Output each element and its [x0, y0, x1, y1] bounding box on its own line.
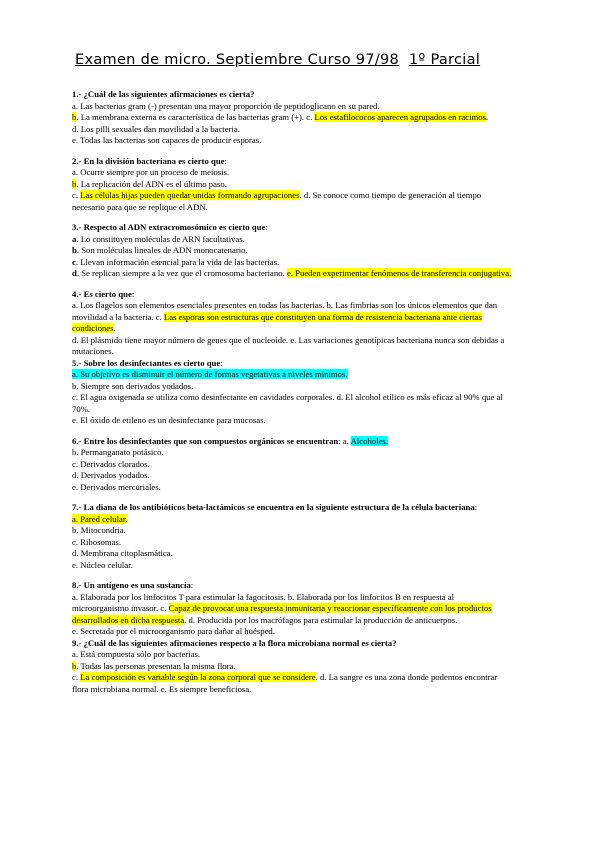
q4-c-end: . [113, 323, 116, 333]
question-6 [72, 436, 512, 494]
q3-a-prefix: a [72, 233, 77, 244]
title-main: Examen de micro. Septiembre Curso 97/98 [75, 52, 400, 68]
question-6-heading: 6.- Entre los desinfectantes que son compuestos orgánicos se encuentran [72, 435, 339, 446]
q5-option-b: b. Siempre son derivados yodados. [72, 380, 194, 391]
question-9 [72, 638, 512, 696]
question-4-heading-line [72, 289, 512, 301]
q4-options-text: a. Los flagelos son elementos esenciales presentes en todas las bacterias. b. Las fimbrias son los únicos elementos que dan movilidad a la bacteria. c. [72, 300, 498, 322]
q1-correct-answer: Los estafilococos aparecen agrupados en racimos [314, 112, 486, 122]
q9-option-b [72, 661, 512, 673]
q5-correct-answer: a. Su objetivo es disminuir el número de formas vegetativas a niveles mínimos. [72, 369, 348, 379]
question-4-heading: 4.- Es cierto que [72, 288, 132, 299]
question-7 [72, 502, 512, 571]
question-3-heading-line [72, 222, 512, 234]
q3-d-text: . Se replican siempre a la vez que el cromosoma bacteriano. [76, 268, 285, 278]
q7-option-a [72, 514, 512, 526]
q6-option-e: e. Derivados mercuriales. [72, 481, 161, 492]
q9-option-c-e [72, 672, 512, 695]
q3-colon: : [265, 222, 268, 232]
q3-c-text: . Llevan información esencial para la vida de las bacterias. [75, 256, 280, 267]
q3-option-c [72, 257, 512, 269]
question-6-heading-line [72, 436, 512, 448]
q9-c-prefix: c. [72, 672, 79, 682]
question-2 [72, 156, 512, 214]
q6-option-d: d. Derivados yodados. [72, 470, 150, 480]
q3-d-prefix: d [72, 268, 77, 278]
question-2-heading: 2.- En la división bacteriana es cierto que [72, 155, 225, 166]
q1-option-e: e. Todas las bacterias son capaces de producir esporas. [72, 135, 262, 145]
q1-option-d: d. Los pilli sexuales dan movilidad a la bacteria. [72, 123, 240, 134]
q7-option-b: b. Mitocondria. [72, 525, 126, 535]
q8-option-d-text: . d. Producida por los macrófagos para estimular la producción de anticuerpos. [184, 614, 458, 625]
q3-option-d-e [72, 268, 512, 280]
q5-option-c-d: c. El agua oxigenada se utiliza como desinfectante en cavidades corporales. d. El alcohol etílico es más eficaz al 90% que al 70%. [72, 392, 503, 414]
question-8 [72, 580, 512, 638]
q6-option-b: b. Permanganato potásico. [72, 447, 164, 457]
q7-option-e: e. Núcleo celular. [72, 559, 133, 570]
q3-b-prefix: b [72, 245, 77, 255]
q7-correct-answer: a. Pared celular. [72, 513, 128, 524]
question-3-heading: 3.- Respecto al ADN extracromosómico es cierto que [72, 222, 266, 232]
q3-correct-answer: e. Pueden experimentar fenómenos de transferencia conjugativa. [286, 268, 512, 278]
title-parcial: 1º Parcial [408, 52, 481, 68]
question-5-heading-line [72, 358, 512, 370]
q9-b-text: . Todas las personas presentan la misma flora. [76, 660, 236, 671]
q3-b-text: . Son moléculas lineales de ADN monocatenario. [76, 245, 248, 255]
question-5 [72, 358, 512, 427]
q9-option-a: a. Está compuesta sólo por bacterias. [72, 649, 201, 659]
page-title [75, 52, 545, 68]
q1-option-c-end: . [486, 112, 489, 122]
q7-colon: : [474, 502, 478, 512]
question-3 [72, 222, 512, 280]
q2-option-d-text: . d. Se conoce como tiempo de generación al tiempo necesario para que se replique el ADN. [72, 190, 482, 212]
q2-correct-answer: Las células hijas pueden quedar unidas formando agrupaciones [80, 190, 300, 200]
q2-option-a: a. Ocurre siempre por un proceso de meiosis. [72, 167, 230, 177]
question-9-heading: 9.- ¿Cuál de las siguientes afirmaciones respecto a la flora microbiana normal es cierta? [72, 637, 397, 648]
q8-options-text: a. Elaborada por los linfocitos T para estimular la fagocitosis. b. Elaborada por los linfocitos B en respuesta al microorganismo invasor. c. [72, 591, 455, 613]
q2-option-c-d [72, 190, 512, 213]
question-8-heading-line [72, 580, 512, 592]
question-4 [72, 289, 512, 358]
q2-option-b [72, 179, 512, 191]
q8-option-e: e. Secretada por el microorganismo para dañar al huésped. [72, 626, 275, 636]
q1-b-highlight: b [72, 112, 77, 122]
q7-option-d: d. Membrana citoplasmática. [72, 548, 173, 558]
q5-colon: : [220, 357, 223, 368]
q3-a-text: . Lo constituyen moléculas de ARN facultativas. [76, 233, 245, 244]
q6-after: : a. [338, 435, 349, 446]
question-7-heading-line [72, 502, 512, 514]
q5-option-a [72, 369, 512, 381]
q8-colon: : [190, 580, 194, 590]
q9-correct-answer: La composición es variable según la zona corporal que se considere [80, 672, 316, 682]
q4-correct-answer: Las esporas son estructuras que constituyen una forma de resistencia bacteriana ante ciertas condiciones [72, 311, 482, 333]
q8-options-a-d [72, 592, 512, 627]
q9-options-d-e: . d. La sangre es una zona donde podemos encontrar flora microbiana normal. e. Es siempre beneficiosa. [72, 672, 498, 694]
q2-c-prefix: c. [72, 190, 79, 200]
q6-correct-answer: Alcoholes. [350, 435, 388, 446]
q1-option-b-text: . La membrana externa es característica de las bacterias gram (+). c. [76, 112, 313, 122]
q6-option-c: c. Derivados clorados. [72, 458, 150, 469]
question-2-heading-line [72, 156, 512, 168]
q2-b-highlight: b [72, 178, 77, 189]
question-5-heading: 5.- Sobre los desinfectantes es cierto que [72, 357, 221, 368]
q1-option-b-c [72, 112, 512, 124]
q3-option-a [72, 234, 512, 246]
q2-option-b-text: . La replicación del ADN es el último paso. [76, 178, 227, 189]
q5-option-e: e. El óxido de etileno es un desinfectante para mucosas. [72, 415, 266, 425]
q4-options-d-e: d. El plásmido tiene mayor número de genes que el nucleoide. e. Las variaciones genotípicas bacteriana nunca son debidas a mutaciones. [72, 334, 505, 356]
question-1-heading: 1.- ¿Cuál de las siguientes afirmaciones es cierta? [72, 89, 255, 99]
q4-colon: : [131, 288, 135, 299]
question-1 [72, 89, 512, 147]
q1-option-a: a. Las bacterias gram (-) presentan una mayor proporción de peptidoglicano en su pared. [72, 100, 380, 111]
q3-option-b [72, 245, 512, 257]
question-7-heading: 7.- La diana de los antibióticos beta-lactámicos se encuentra en la siguiente estructura de la célula bacteriana [72, 502, 475, 512]
q7-option-c: c. Ribosomas. [72, 536, 121, 547]
q9-b-highlight: b [72, 660, 77, 671]
q4-options-a-c [72, 300, 512, 335]
exam-content [72, 89, 512, 704]
q8-correct-answer: Capaz de provocar una respuesta inmunitaria y reaccionar específicamente con los productos desarrollados en dicha respuesta [72, 603, 492, 625]
question-8-heading: 8.- Un antígeno es una sustancia [72, 580, 191, 590]
q3-c-prefix: c [72, 256, 76, 267]
q2-colon: : [224, 155, 227, 166]
